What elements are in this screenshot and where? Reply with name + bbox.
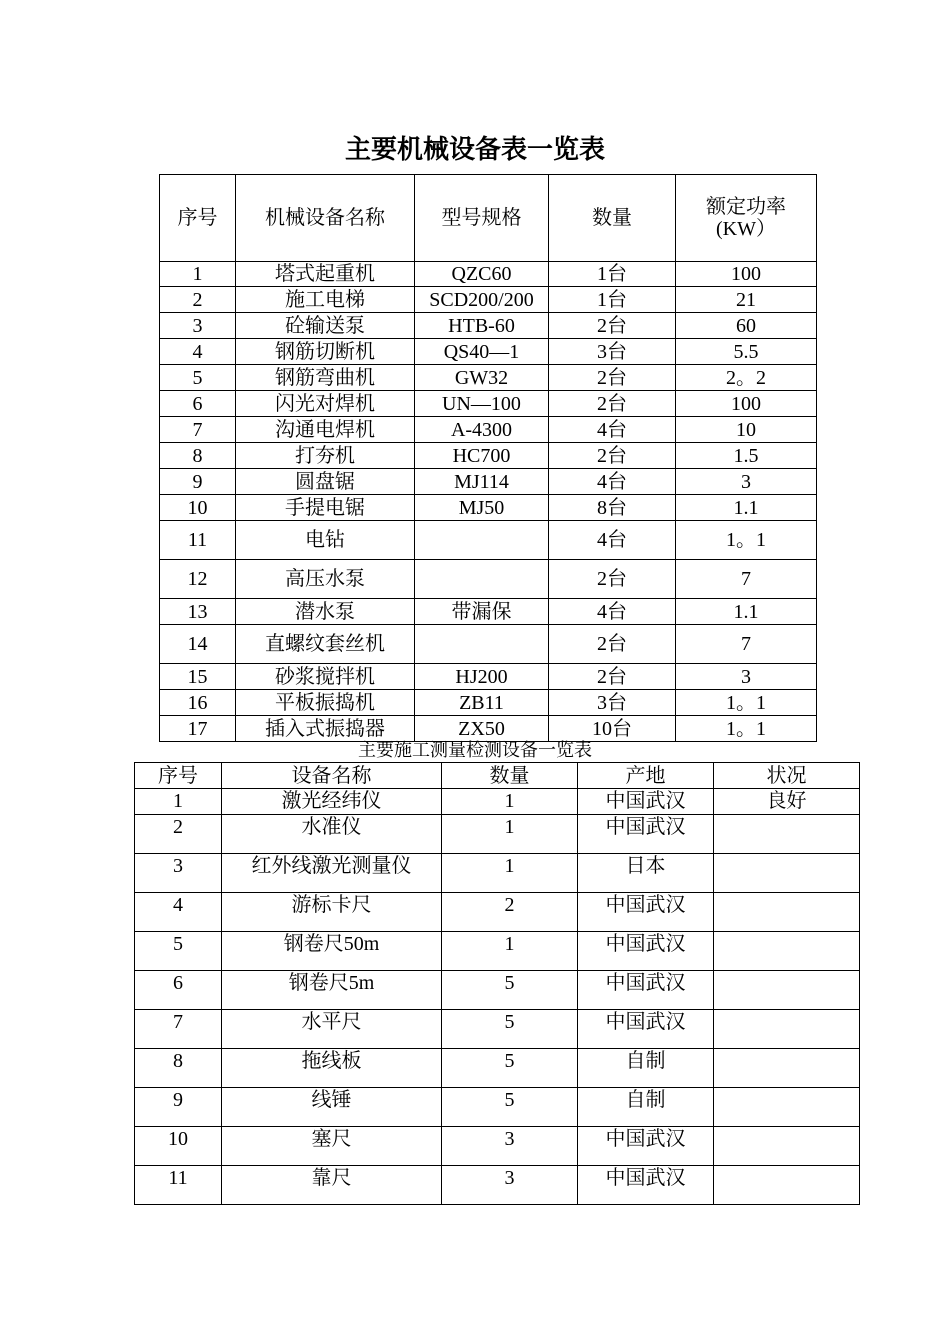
- machinery-cell: 闪光对焊机: [236, 391, 415, 417]
- survey-cell: 中国武汉: [578, 1127, 714, 1166]
- machinery-cell: 带漏保: [415, 599, 549, 625]
- survey-row: [135, 815, 860, 854]
- machinery-row: [160, 469, 817, 495]
- machinery-header-cell: 序号: [160, 175, 236, 262]
- survey-cell: [714, 1049, 860, 1088]
- survey-cell: 3: [135, 854, 222, 893]
- survey-cell: 中国武汉: [578, 1166, 714, 1205]
- survey-row: [135, 1127, 860, 1166]
- survey-cell: 1: [442, 854, 578, 893]
- machinery-header-cell: 型号规格: [415, 175, 549, 262]
- survey-cell: 9: [135, 1088, 222, 1127]
- machinery-cell: 7: [676, 560, 817, 599]
- machinery-cell: 2台: [549, 391, 676, 417]
- survey-cell: 5: [442, 1088, 578, 1127]
- machinery-cell: 4: [160, 339, 236, 365]
- machinery-cell: 打夯机: [236, 443, 415, 469]
- machinery-row: [160, 625, 817, 664]
- survey-cell: 日本: [578, 854, 714, 893]
- machinery-cell: 3台: [549, 339, 676, 365]
- survey-cell: 塞尺: [222, 1127, 442, 1166]
- machinery-cell: 2台: [549, 664, 676, 690]
- machinery-cell: 4台: [549, 417, 676, 443]
- machinery-row: [160, 339, 817, 365]
- machinery-cell: 7: [676, 625, 817, 664]
- machinery-cell: A-4300: [415, 417, 549, 443]
- survey-cell: 5: [442, 971, 578, 1010]
- survey-cell: 钢卷尺5m: [222, 971, 442, 1010]
- machinery-cell: 4台: [549, 469, 676, 495]
- machinery-cell: 10: [160, 495, 236, 521]
- machinery-cell: 砂浆搅拌机: [236, 664, 415, 690]
- machinery-header-cell: 数量: [549, 175, 676, 262]
- machinery-cell: 1.1: [676, 599, 817, 625]
- machinery-cell: 10: [676, 417, 817, 443]
- machinery-cell: 钢筋切断机: [236, 339, 415, 365]
- machinery-cell: 2台: [549, 443, 676, 469]
- survey-row: [135, 971, 860, 1010]
- survey-cell: 中国武汉: [578, 789, 714, 815]
- machinery-cell: 8: [160, 443, 236, 469]
- machinery-row: [160, 391, 817, 417]
- survey-cell: 良好: [714, 789, 860, 815]
- machinery-cell: 12: [160, 560, 236, 599]
- machinery-cell: 平板振捣机: [236, 690, 415, 716]
- machinery-row: [160, 599, 817, 625]
- machinery-cell: 4台: [549, 599, 676, 625]
- machinery-cell: 潜水泵: [236, 599, 415, 625]
- machinery-row: [160, 560, 817, 599]
- survey-cell: 自制: [578, 1049, 714, 1088]
- survey-cell: [714, 1088, 860, 1127]
- survey-cell: 2: [135, 815, 222, 854]
- survey-header-cell: 设备名称: [222, 763, 442, 789]
- machinery-cell: 3: [676, 664, 817, 690]
- machinery-cell: 8台: [549, 495, 676, 521]
- machinery-cell: 100: [676, 391, 817, 417]
- machinery-cell: 1: [160, 262, 236, 287]
- machinery-cell: 4台: [549, 521, 676, 560]
- machinery-cell: 圆盘锯: [236, 469, 415, 495]
- survey-cell: [714, 893, 860, 932]
- survey-cell: 5: [135, 932, 222, 971]
- survey-cell: 水平尺: [222, 1010, 442, 1049]
- machinery-cell: 3台: [549, 690, 676, 716]
- machinery-cell: 3: [676, 469, 817, 495]
- page-title: 主要机械设备表一览表: [344, 135, 605, 164]
- survey-row: [135, 854, 860, 893]
- machinery-row: [160, 716, 817, 742]
- machinery-header-cell: 额定功率 (KW）: [676, 175, 817, 262]
- machinery-cell: 2: [160, 287, 236, 313]
- machinery-cell: 16: [160, 690, 236, 716]
- machinery-cell: 60: [676, 313, 817, 339]
- survey-cell: 2: [442, 893, 578, 932]
- machinery-cell: ZB11: [415, 690, 549, 716]
- machinery-cell: 7: [160, 417, 236, 443]
- machinery-cell: 直螺纹套丝机: [236, 625, 415, 664]
- machinery-cell: 6: [160, 391, 236, 417]
- survey-cell: 中国武汉: [578, 815, 714, 854]
- survey-cell: 7: [135, 1010, 222, 1049]
- survey-cell: 线锤: [222, 1088, 442, 1127]
- machinery-cell: 14: [160, 625, 236, 664]
- survey-cell: [714, 854, 860, 893]
- machinery-cell: HC700: [415, 443, 549, 469]
- machinery-cell: HJ200: [415, 664, 549, 690]
- survey-header-row: [135, 763, 860, 789]
- survey-cell: 5: [442, 1010, 578, 1049]
- survey-cell: 中国武汉: [578, 1010, 714, 1049]
- machinery-cell: 手提电锯: [236, 495, 415, 521]
- machinery-cell: 5: [160, 365, 236, 391]
- survey-cell: 8: [135, 1049, 222, 1088]
- machinery-row: [160, 443, 817, 469]
- machinery-cell: 1。1: [676, 690, 817, 716]
- machinery-cell: 1.1: [676, 495, 817, 521]
- survey-cell: [714, 815, 860, 854]
- machinery-cell: 15: [160, 664, 236, 690]
- machinery-cell: 13: [160, 599, 236, 625]
- survey-cell: 3: [442, 1166, 578, 1205]
- survey-header-cell: 序号: [135, 763, 222, 789]
- survey-row: [135, 1166, 860, 1205]
- survey-cell: [714, 971, 860, 1010]
- machinery-row: [160, 690, 817, 716]
- survey-cell: 6: [135, 971, 222, 1010]
- survey-cell: [714, 932, 860, 971]
- machinery-cell: 插入式振捣器: [236, 716, 415, 742]
- survey-table-title: 主要施工测量检测设备一览表: [358, 740, 592, 760]
- survey-cell: 水准仪: [222, 815, 442, 854]
- machinery-cell: [415, 521, 549, 560]
- survey-header-cell: 数量: [442, 763, 578, 789]
- machinery-cell: HTB-60: [415, 313, 549, 339]
- machinery-cell: 2台: [549, 625, 676, 664]
- survey-cell: 5: [442, 1049, 578, 1088]
- machinery-cell: 2。2: [676, 365, 817, 391]
- machinery-cell: 17: [160, 716, 236, 742]
- survey-cell: [714, 1127, 860, 1166]
- machinery-cell: 2台: [549, 560, 676, 599]
- survey-row: [135, 932, 860, 971]
- survey-cell: 3: [442, 1127, 578, 1166]
- machinery-cell: 3: [160, 313, 236, 339]
- machinery-row: [160, 313, 817, 339]
- survey-row: [135, 789, 860, 815]
- machinery-cell: 9: [160, 469, 236, 495]
- machinery-header-row: [160, 175, 817, 262]
- machinery-row: [160, 495, 817, 521]
- machinery-cell: 沟通电焊机: [236, 417, 415, 443]
- survey-equipment-table: [134, 762, 860, 1205]
- survey-row: [135, 1049, 860, 1088]
- machinery-cell: GW32: [415, 365, 549, 391]
- survey-cell: 拖线板: [222, 1049, 442, 1088]
- survey-cell: 靠尺: [222, 1166, 442, 1205]
- machinery-row: [160, 262, 817, 287]
- machinery-cell: 21: [676, 287, 817, 313]
- machinery-cell: 10台: [549, 716, 676, 742]
- survey-header-cell: 状况: [714, 763, 860, 789]
- machinery-cell: 钢筋弯曲机: [236, 365, 415, 391]
- survey-cell: 中国武汉: [578, 932, 714, 971]
- machinery-cell: QS40—1: [415, 339, 549, 365]
- machinery-cell: UN—100: [415, 391, 549, 417]
- survey-row: [135, 893, 860, 932]
- survey-cell: 激光经纬仪: [222, 789, 442, 815]
- machinery-cell: 1台: [549, 287, 676, 313]
- survey-row: [135, 1088, 860, 1127]
- survey-cell: 1: [135, 789, 222, 815]
- survey-cell: 中国武汉: [578, 971, 714, 1010]
- machinery-row: [160, 521, 817, 560]
- machinery-cell: 施工电梯: [236, 287, 415, 313]
- machinery-cell: 5.5: [676, 339, 817, 365]
- machinery-cell: 1台: [549, 262, 676, 287]
- machinery-cell: 1。1: [676, 716, 817, 742]
- machinery-cell: 高压水泵: [236, 560, 415, 599]
- survey-cell: 4: [135, 893, 222, 932]
- survey-cell: 1: [442, 789, 578, 815]
- survey-row: [135, 1010, 860, 1049]
- machinery-header-cell: 机械设备名称: [236, 175, 415, 262]
- machinery-cell: MJ114: [415, 469, 549, 495]
- machinery-row: [160, 417, 817, 443]
- machinery-cell: ZX50: [415, 716, 549, 742]
- survey-cell: 中国武汉: [578, 893, 714, 932]
- survey-cell: 钢卷尺50m: [222, 932, 442, 971]
- survey-header-cell: 产地: [578, 763, 714, 789]
- survey-cell: 10: [135, 1127, 222, 1166]
- machinery-cell: 砼输送泵: [236, 313, 415, 339]
- survey-cell: 红外线激光测量仪: [222, 854, 442, 893]
- machinery-cell: [415, 560, 549, 599]
- machinery-table: [159, 174, 817, 742]
- machinery-cell: 1。1: [676, 521, 817, 560]
- survey-cell: [714, 1010, 860, 1049]
- machinery-cell: 电钻: [236, 521, 415, 560]
- machinery-cell: QZC60: [415, 262, 549, 287]
- survey-cell: [714, 1166, 860, 1205]
- machinery-row: [160, 287, 817, 313]
- survey-cell: 11: [135, 1166, 222, 1205]
- machinery-row: [160, 365, 817, 391]
- survey-cell: 1: [442, 932, 578, 971]
- machinery-cell: 100: [676, 262, 817, 287]
- machinery-cell: 塔式起重机: [236, 262, 415, 287]
- machinery-cell: 11: [160, 521, 236, 560]
- machinery-row: [160, 664, 817, 690]
- survey-cell: 自制: [578, 1088, 714, 1127]
- machinery-cell: [415, 625, 549, 664]
- machinery-cell: SCD200/200: [415, 287, 549, 313]
- machinery-cell: 2台: [549, 365, 676, 391]
- survey-cell: 游标卡尺: [222, 893, 442, 932]
- survey-cell: 1: [442, 815, 578, 854]
- machinery-cell: MJ50: [415, 495, 549, 521]
- machinery-cell: 1.5: [676, 443, 817, 469]
- machinery-cell: 2台: [549, 313, 676, 339]
